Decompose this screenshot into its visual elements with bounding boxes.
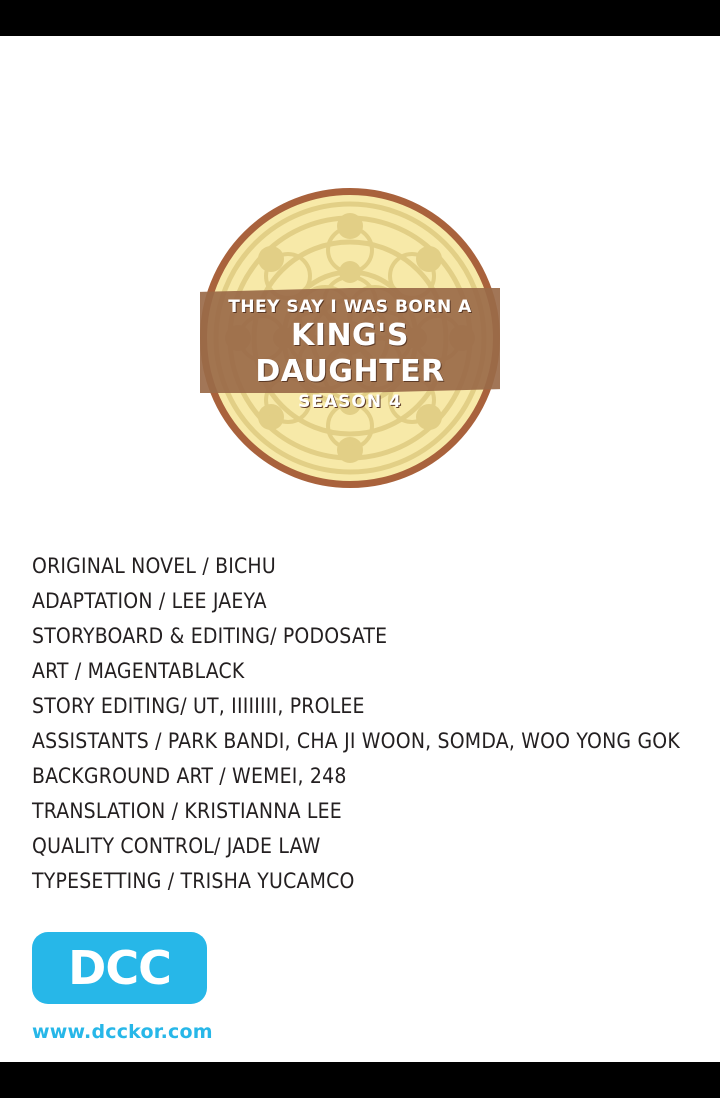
credit-line: ADAPTATION / LEE JAEYA xyxy=(32,589,267,613)
series-title-line-1: THEY SAY I WAS BORN A xyxy=(228,297,472,317)
series-emblem xyxy=(193,188,527,508)
logo-wordmark: DCC xyxy=(68,941,171,995)
series-title-block xyxy=(193,296,507,414)
credit-line: ORIGINAL NOVEL / BICHU xyxy=(32,554,276,578)
credits-list xyxy=(32,549,692,899)
credit-line: TYPESETTING / TRISHA YUCAMCO xyxy=(32,869,355,893)
credit-line: BACKGROUND ART / WEMEI, 248 xyxy=(32,764,347,788)
credit-line: TRANSLATION / KRISTIANNA LEE xyxy=(32,799,342,823)
series-season-label: SEASON 4 xyxy=(298,392,402,412)
credit-line: ASSISTANTS / PARK BANDI, CHA JI WOON, SOMDA, WOO YONG GOK xyxy=(32,729,680,753)
website-url[interactable]: www.dcckor.com xyxy=(32,1021,213,1043)
content-sheet xyxy=(0,36,720,1062)
credit-line: STORY EDITING/ UT, IIIIIIII, PROLEE xyxy=(32,694,365,718)
series-title-line-2: KING'S DAUGHTER xyxy=(255,318,445,389)
publisher-logo xyxy=(32,932,232,1010)
credit-line: STORYBOARD & EDITING/ PODOSATE xyxy=(32,624,388,648)
credit-line: QUALITY CONTROL/ JADE LAW xyxy=(32,834,321,858)
credit-line: ART / MAGENTABLACK xyxy=(32,659,245,683)
emblem-outer xyxy=(193,188,513,488)
